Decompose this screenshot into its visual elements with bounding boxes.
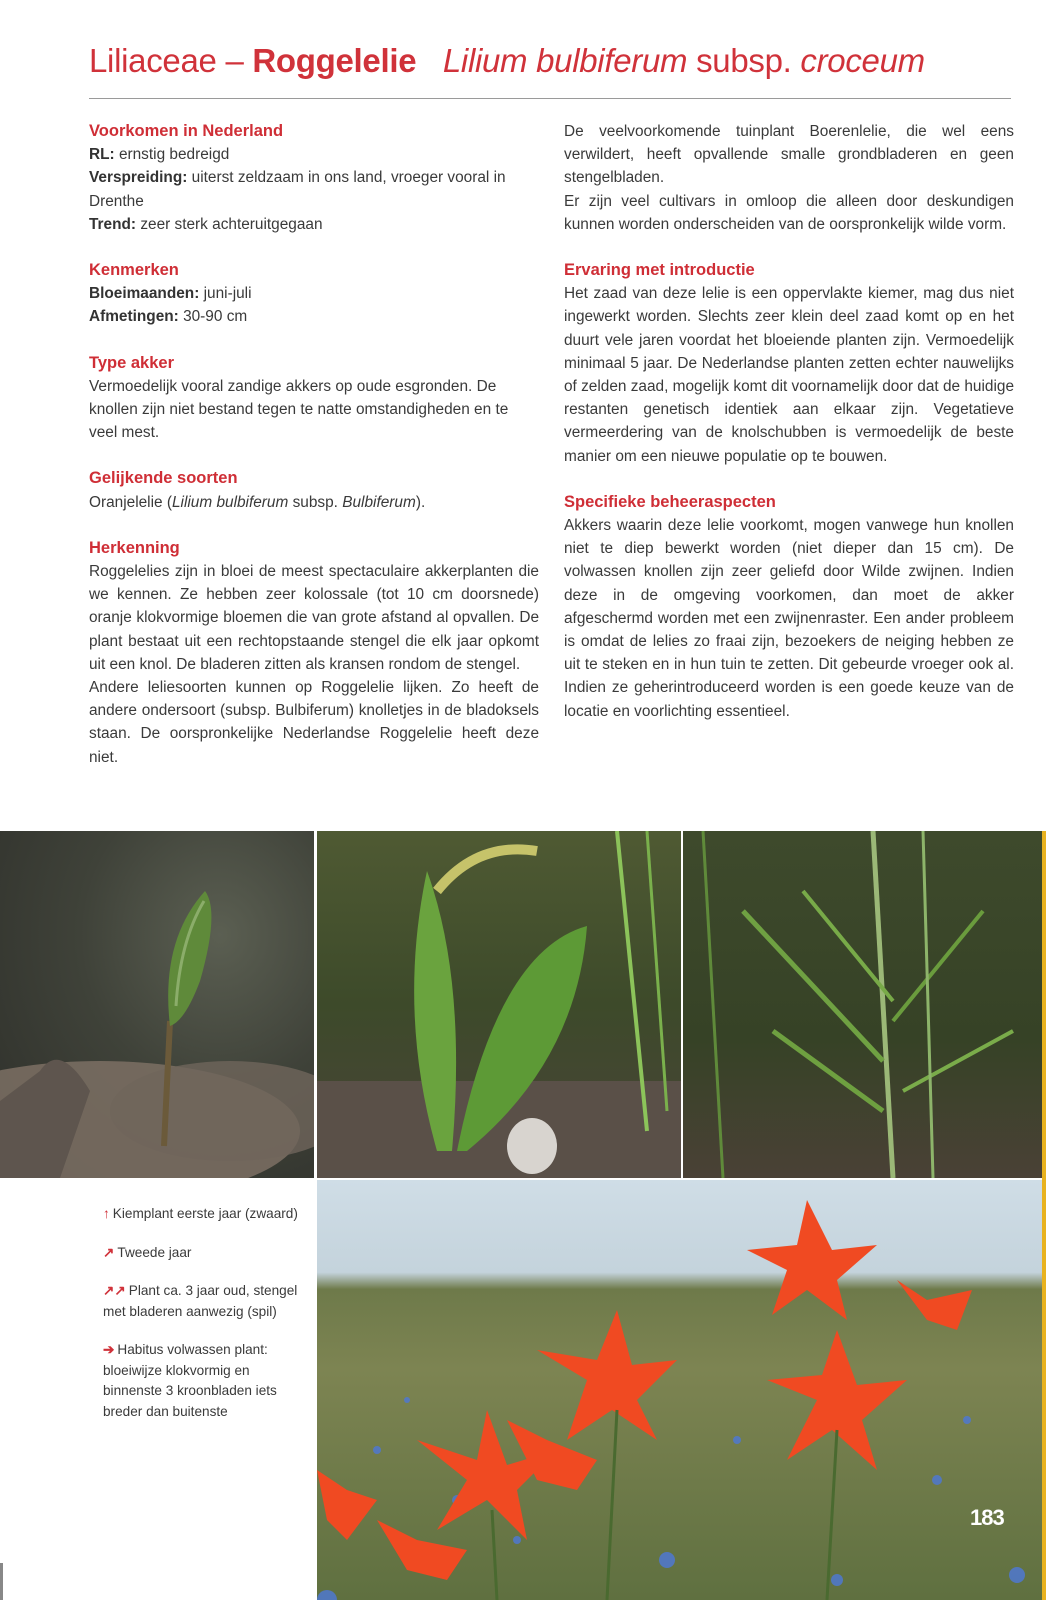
family-name: Liliaceae xyxy=(89,42,217,79)
subsp-label: subsp. xyxy=(696,42,792,79)
page-number: 183 xyxy=(970,1505,1004,1530)
verspreiding-value: uiterst zeldzaam in ons land, vroeger vooral in Drenthe xyxy=(89,169,506,210)
page-edge-tab xyxy=(1042,831,1046,1600)
section-text: Roggelelies zijn in bloei de meest spectaculaire akkerplanten die we kennen. Ze hebben zeer kolossale (tot 10 cm doorsnede) oranje klokvormige bloemen die van grote afstand al opvallen. De plant bestaat uit een rechtopstaande stengel die elk jaar opkomt uit een knol. De bladeren zitten als kransen rondom de stengel. xyxy=(89,563,539,673)
caption-text: Tweede jaar xyxy=(117,1244,192,1260)
photo-captions xyxy=(103,1204,303,1440)
afmetingen-value: 30-90 cm xyxy=(183,308,248,326)
caption-item xyxy=(103,1281,303,1322)
double-arrow-up-right-icon: ↗↗ xyxy=(103,1283,126,1298)
intro-paragraph: Er zijn veel cultivars in omloop die alleen door deskundigen kunnen worden onderscheiden van de oorspronkelijk wilde vorm. xyxy=(564,192,1014,233)
photo-seedling xyxy=(0,831,314,1178)
bloeimaanden-value: juni-juli xyxy=(203,285,252,303)
afmetingen-label: Afmetingen: xyxy=(89,308,179,326)
photo-third-year xyxy=(683,831,1042,1178)
left-column xyxy=(89,120,539,769)
arrow-up-right-icon: ↗ xyxy=(103,1244,115,1260)
leaves-illustration xyxy=(317,831,681,1178)
lilies-illustration xyxy=(317,1180,1042,1600)
scientific-name: Lilium bulbiferum xyxy=(442,42,688,79)
similar-species-subspecies: Bulbiferum xyxy=(342,493,416,511)
verspreiding-label: Verspreiding: xyxy=(89,169,188,187)
section-heading: Gelijkende soorten xyxy=(89,469,238,488)
section-voorkomen xyxy=(89,120,539,236)
section-text: Akkers waarin deze lelie voorkomt, mogen vanwege hun knollen niet te diep bewerkt worden (niet dieper dan 15 cm). De volwassen knollen zijn zeer geliefd door Wilde zwijnen. Indien deze in de omgeving voorkomen, dan moet de akker afgeschermd worden met een zwijnenraster. Een ander probleem is omdat de lelies zo fraai zijn, bezoekers de neiging hebben ze uit te steken en in hun tuin te zetten. Dit gebeurde vroeger ook al. Indien ze geherintroduceerd worden is een goede keuze van de locatie en voorlichting essentieel. xyxy=(564,517,1014,720)
common-name: Roggelelie xyxy=(252,42,417,79)
section-type-akker xyxy=(89,352,539,445)
intro-paragraph: De veelvoorkomende tuinplant Boerenlelie, die wel eens verwildert, heeft opvallende smalle grondbladeren en geen stengelbladen. xyxy=(564,123,1014,187)
section-heading: Voorkomen in Nederland xyxy=(89,122,284,140)
right-column xyxy=(564,120,1014,723)
section-text: Het zaad van deze lelie is een oppervlakte kiemer, mag dus niet ingewerkt worden. Slechts zeer klein deel zaad komt op en het duurt vele jaren voordat het bloeiende planten zijn. Vermoedelijk minimaal 5 jaar. De Nederlandse planten zetten echter nauwelijks of zelden zaad, mogelijk komt dit voornamelijk door dat de huidige restanten genetisch identiek aan elkaar zijn. Vegetatieve vermeerdering van de knolschubben is vermoedelijk de beste manier om een nieuwe populatie op te bouwen. xyxy=(564,285,1015,465)
caption-text: Plant ca. 3 jaar oud, stengel met bladeren aanwezig (spil) xyxy=(103,1283,298,1319)
similar-species-end: ). xyxy=(415,493,426,511)
caption-item xyxy=(103,1243,303,1264)
title-divider xyxy=(89,98,1011,99)
caption-item xyxy=(103,1340,303,1422)
photo-second-year xyxy=(317,831,681,1178)
rl-label: RL: xyxy=(89,146,115,164)
arrow-up-icon: ↑ xyxy=(103,1206,110,1221)
section-kenmerken xyxy=(89,259,539,329)
grass-illustration xyxy=(683,831,1042,1178)
section-text: Vermoedelijk vooral zandige akkers op oude esgronden. De knollen zijn niet bestand tegen te natte omstandigheden en te veel mest. xyxy=(89,377,509,442)
caption-text: Habitus volwassen plant: bloeiwijze klokvormig en binnenste 3 kroonbladen iets breder dan buitenste xyxy=(103,1342,277,1419)
section-herkenning xyxy=(89,537,539,769)
section-text: Andere leliesoorten kunnen op Roggelelie lijken. Zo heeft de andere ondersoort (subsp. Bulbiferum) knolletjes in de bladoksels staan. De oorspronkelijke Nederlandse Roggelelie heeft deze niet. xyxy=(89,679,539,766)
subspecies-name: croceum xyxy=(800,42,925,79)
section-heading: Specifieke beheeraspecten xyxy=(564,492,776,511)
section-text xyxy=(89,491,539,514)
section-heading: Type akker xyxy=(89,353,174,372)
caption-text: Kiemplant eerste jaar (zwaard) xyxy=(112,1206,298,1221)
similar-species-subsp: subsp. xyxy=(288,493,343,511)
section-heading: Herkenning xyxy=(89,538,180,557)
section-ervaring xyxy=(564,259,1014,468)
page-title xyxy=(89,42,925,80)
bloeimaanden-label: Bloeimaanden: xyxy=(89,285,200,303)
similar-species-sci: Lilium bulbiferum xyxy=(171,493,289,511)
section-heading: Kenmerken xyxy=(89,261,179,280)
trend-label: Trend: xyxy=(89,215,137,233)
caption-item xyxy=(103,1204,303,1225)
binding-mark xyxy=(0,1563,3,1600)
section-beheer xyxy=(564,491,1014,723)
rl-value: ernstig bedreigd xyxy=(118,146,230,164)
arrow-right-icon: ➔ xyxy=(103,1342,115,1357)
seedling-illustration xyxy=(0,831,314,1178)
section-gelijkende-soorten xyxy=(89,467,539,513)
photo-habitus xyxy=(317,1180,1042,1600)
similar-species-name: Oranjelelie ( xyxy=(89,493,172,511)
title-dash: – xyxy=(225,42,244,79)
section-heading: Ervaring met introductie xyxy=(564,261,755,280)
trend-value: zeer sterk achteruitgegaan xyxy=(140,215,323,233)
